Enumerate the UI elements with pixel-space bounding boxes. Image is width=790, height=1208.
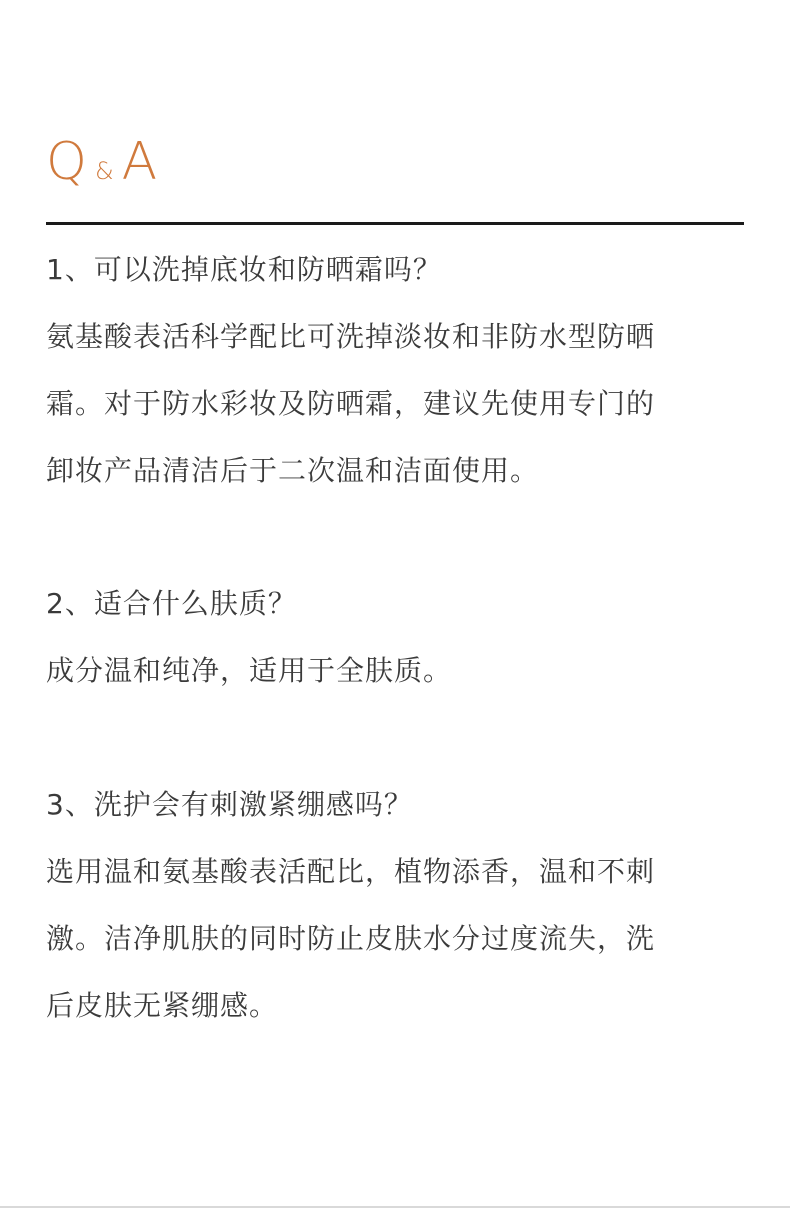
question-3: 3、洗护会有刺激紧绷感吗？ <box>46 788 413 821</box>
answer-1-line-2: 霜。对于防水彩妆及防晒霜，建议先使用专门的 <box>46 387 656 420</box>
question-2: 2、适合什么肤质？ <box>46 587 297 620</box>
answer-1-line-1: 氨基酸表活科学配比可洗掉淡妆和非防水型防晒 <box>46 320 656 353</box>
qa-title <box>46 132 158 192</box>
answer-3-line-2: 激。洁净肌肤的同时防止皮肤水分过度流失，洗 <box>46 922 656 955</box>
answer-3-line-3: 后皮肤无紧绷感。 <box>46 989 279 1022</box>
question-1: 1、可以洗掉底妆和防晒霜吗？ <box>46 253 442 286</box>
title-ampersand: & <box>94 157 114 185</box>
title-divider <box>46 222 744 225</box>
qa-item-1 <box>46 236 746 504</box>
answer-2-line-1: 成分温和纯净，适用于全肤质。 <box>46 654 453 687</box>
title-a: A <box>121 132 158 192</box>
answer-3-line-1: 选用温和氨基酸表活配比，植物添香，温和不刺 <box>46 855 656 888</box>
title-q: Q <box>46 132 87 192</box>
qa-item-2 <box>46 570 746 704</box>
qa-item-3 <box>46 771 746 1039</box>
answer-1-line-3: 卸妆产品清洁后于二次温和洁面使用。 <box>46 454 540 487</box>
